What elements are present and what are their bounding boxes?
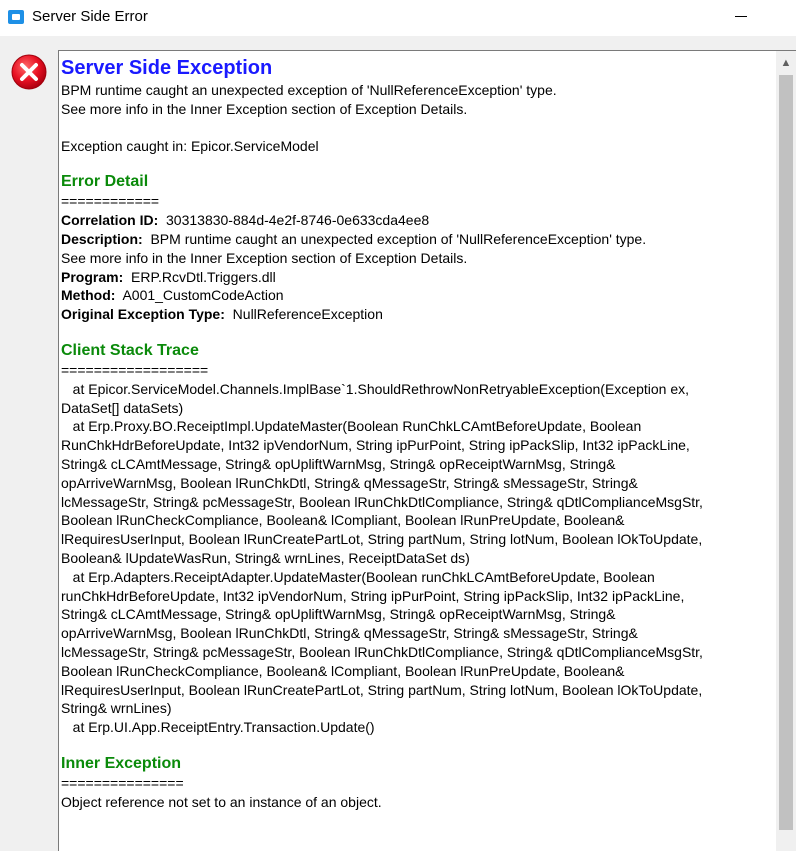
stack-trace-line: opArriveWarnMsg, Boolean lRunChkDtl, String& qMessageStr, String& sMessageStr, String& bbox=[61, 625, 638, 642]
stack-trace-line: DataSet[] dataSets) bbox=[61, 399, 184, 416]
original-exception-type-label: Original Exception Type: bbox=[61, 306, 225, 323]
program-row bbox=[61, 268, 771, 287]
stack-trace-line: lRequiresUserInput, Boolean lRunCreatePartLot, String partNum, String lotNum, Boolean lOkToUpdate, bbox=[61, 531, 703, 548]
stack-trace-line: Boolean& lUpdateWasRun, String& wrnLines, ReceiptDataSet ds) bbox=[61, 549, 470, 566]
stack-trace-line: lcMessageStr, String& pcMessageStr, Boolean lRunChkDtlCompliance, String& qDtlComplianceMsgStr, bbox=[61, 493, 703, 510]
stack-trace-line: opArriveWarnMsg, Boolean lRunChkDtl, String& qMessageStr, String& sMessageStr, String& bbox=[61, 474, 638, 491]
correlation-id-label: Correlation ID: bbox=[61, 212, 159, 229]
correlation-id-row bbox=[61, 211, 771, 230]
intro-line-2: See more info in the Inner Exception section of Exception Details. bbox=[61, 100, 468, 117]
original-exception-type-value: NullReferenceException bbox=[232, 306, 383, 323]
scrollbar-thumb[interactable] bbox=[779, 75, 793, 830]
client-stack-trace-heading: Client Stack Trace bbox=[61, 341, 199, 359]
stack-trace-line: Boolean lRunCheckCompliance, Boolean& lCompliant, Boolean lRunPreUpdate, Boolean& bbox=[61, 662, 625, 679]
description-line-2: See more info in the Inner Exception section of Exception Details. bbox=[61, 249, 468, 266]
method-label: Method: bbox=[61, 287, 116, 304]
page-title: Server Side Exception bbox=[61, 57, 273, 79]
exception-caught-in: Exception caught in: Epicor.ServiceModel bbox=[61, 137, 319, 154]
original-exception-type-row bbox=[61, 305, 771, 324]
vertical-scrollbar[interactable] bbox=[776, 51, 796, 851]
error-detail-separator: ============ bbox=[61, 193, 160, 210]
client-stack-trace-separator: ================== bbox=[61, 361, 209, 378]
error-details-content bbox=[61, 55, 771, 812]
description-label: Description: bbox=[61, 230, 143, 247]
stack-trace-line: runChkHdrBeforeUpdate, Int32 ipVendorNum, String ipPurPoint, String ipPackSlip, Int32 ipPackLine, bbox=[61, 587, 685, 604]
chevron-up-icon[interactable]: ▲ bbox=[780, 57, 792, 69]
program-label: Program: bbox=[61, 268, 124, 285]
method-value: A001_CustomCodeAction bbox=[122, 287, 284, 304]
stack-trace-line: at Erp.Adapters.ReceiptAdapter.UpdateMaster(Boolean runChkLCAmtBeforeUpdate, Boolean bbox=[61, 568, 655, 585]
window-title: Server Side Error bbox=[32, 8, 148, 25]
inner-exception-heading: Inner Exception bbox=[61, 754, 182, 772]
stack-trace-line: Boolean lRunCheckCompliance, Boolean& lCompliant, Boolean lRunPreUpdate, Boolean& bbox=[61, 512, 625, 529]
minimize-button[interactable] bbox=[724, 0, 758, 34]
method-row bbox=[61, 286, 771, 305]
stack-trace-line: String& cLCAmtMessage, String& opUpliftWarnMsg, String& opReceiptWarnMsg, String& bbox=[61, 455, 616, 472]
intro-line-1: BPM runtime caught an unexpected exception of 'NullReferenceException' type. bbox=[61, 82, 557, 98]
stack-trace-line: lRequiresUserInput, Boolean lRunCreatePartLot, String partNum, String lotNum, Boolean lOkToUpdate, bbox=[61, 681, 703, 698]
error-details-panel[interactable] bbox=[58, 50, 796, 851]
description-row bbox=[61, 230, 771, 249]
error-detail-heading: Error Detail bbox=[61, 173, 149, 191]
inner-exception-message: Object reference not set to an instance of an object. bbox=[61, 793, 382, 810]
title-bar bbox=[0, 0, 796, 36]
stack-trace-line: String& wrnLines) bbox=[61, 700, 172, 717]
program-value: ERP.RcvDtl.Triggers.dll bbox=[131, 268, 276, 285]
stack-trace-line: at Erp.UI.App.ReceiptEntry.Transaction.Update() bbox=[61, 719, 375, 736]
app-window-icon bbox=[8, 10, 24, 24]
stack-trace-line: String& cLCAmtMessage, String& opUpliftWarnMsg, String& opReceiptWarnMsg, String& bbox=[61, 606, 616, 623]
stack-trace-line: lcMessageStr, String& pcMessageStr, Boolean lRunChkDtlCompliance, String& qDtlComplianceMsgStr, bbox=[61, 643, 703, 660]
inner-exception-separator: =============== bbox=[61, 774, 184, 791]
stack-trace-line: at Epicor.ServiceModel.Channels.ImplBase`1.ShouldRethrowNonRetryableException(Exception ex, bbox=[61, 380, 689, 397]
description-value: BPM runtime caught an unexpected exception of 'NullReferenceException' type. bbox=[150, 230, 647, 247]
error-icon bbox=[10, 53, 48, 91]
stack-trace-line: RunChkHdrBeforeUpdate, Int32 ipVendorNum, String ipPurPoint, String ipPackSlip, Int32 ipPackLine, bbox=[61, 437, 690, 454]
correlation-id-value: 30313830-884d-4e2f-8746-0e633cda4ee8 bbox=[166, 212, 430, 229]
stack-trace-line: at Erp.Proxy.BO.ReceiptImpl.UpdateMaster(Boolean RunChkLCAmtBeforeUpdate, Boolean bbox=[61, 418, 642, 435]
